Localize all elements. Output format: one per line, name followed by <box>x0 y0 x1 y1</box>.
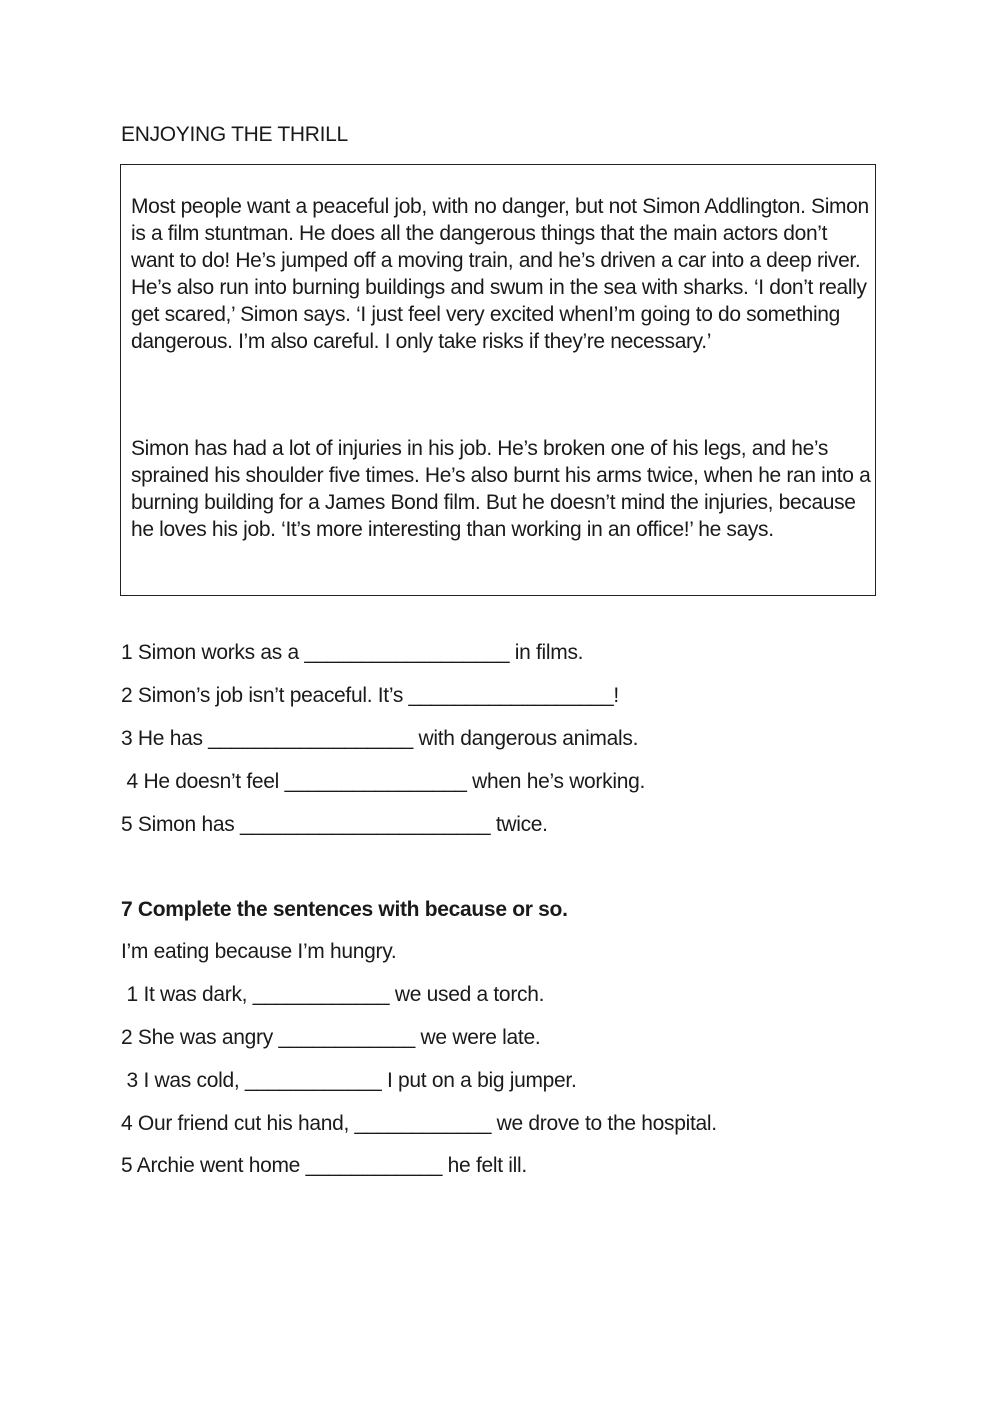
reading-paragraph-2: Simon has had a lot of injuries in his job. He’s broken one of his legs, and he’s sprained his shoulder five times. He’s also burnt his arms twice, when he ran into a burning building for a James Bond film. But he doesn’t mind the injuries, because he loves his job. ‘It’s more interesting than working in an office!’ he says. <box>131 437 871 541</box>
exercise-7-item-4: 4 Our friend cut his hand, ____________ we drove to the hospital. <box>121 1112 717 1135</box>
worksheet-title: ENJOYING THE THRILL <box>121 123 348 146</box>
comprehension-item-1: 1 Simon works as a __________________ in films. <box>121 641 584 664</box>
exercise-7-item-1: 1 It was dark, ____________ we used a torch. <box>121 983 545 1006</box>
reading-passage-box <box>120 164 876 596</box>
exercise-7-item-2: 2 She was angry ____________ we were late. <box>121 1026 541 1049</box>
comprehension-item-3: 3 He has __________________ with dangerous animals. <box>121 727 639 750</box>
comprehension-item-2: 2 Simon’s job isn’t peaceful. It’s __________________! <box>121 684 619 707</box>
exercise-7-item-5: 5 Archie went home ____________ he felt ill. <box>121 1154 527 1177</box>
comprehension-item-5: 5 Simon has ______________________ twice. <box>121 813 548 836</box>
reading-paragraph-1: Most people want a peaceful job, with no danger, but not Simon Addlington. Simon is a film stuntman. He does all the dangerous things that the main actors don’t want to do! He’s jumped off a moving train, and he’s driven a car into a deep river. He’s also run into burning buildings and swum in the sea with sharks. ‘I don’t really get scared,’ Simon says. ‘I just feel very excited whenI’m going to do something dangerous. I’m also careful. I only take risks if they’re necessary.’ <box>131 195 869 353</box>
exercise-7-heading: 7 Complete the sentences with because or so. <box>121 898 568 921</box>
exercise-7-item-3: 3 I was cold, ____________ I put on a big jumper. <box>121 1069 577 1092</box>
exercise-7-example: I’m eating because I’m hungry. <box>121 940 397 963</box>
comprehension-item-4: 4 He doesn’t feel ________________ when he’s working. <box>121 770 645 793</box>
